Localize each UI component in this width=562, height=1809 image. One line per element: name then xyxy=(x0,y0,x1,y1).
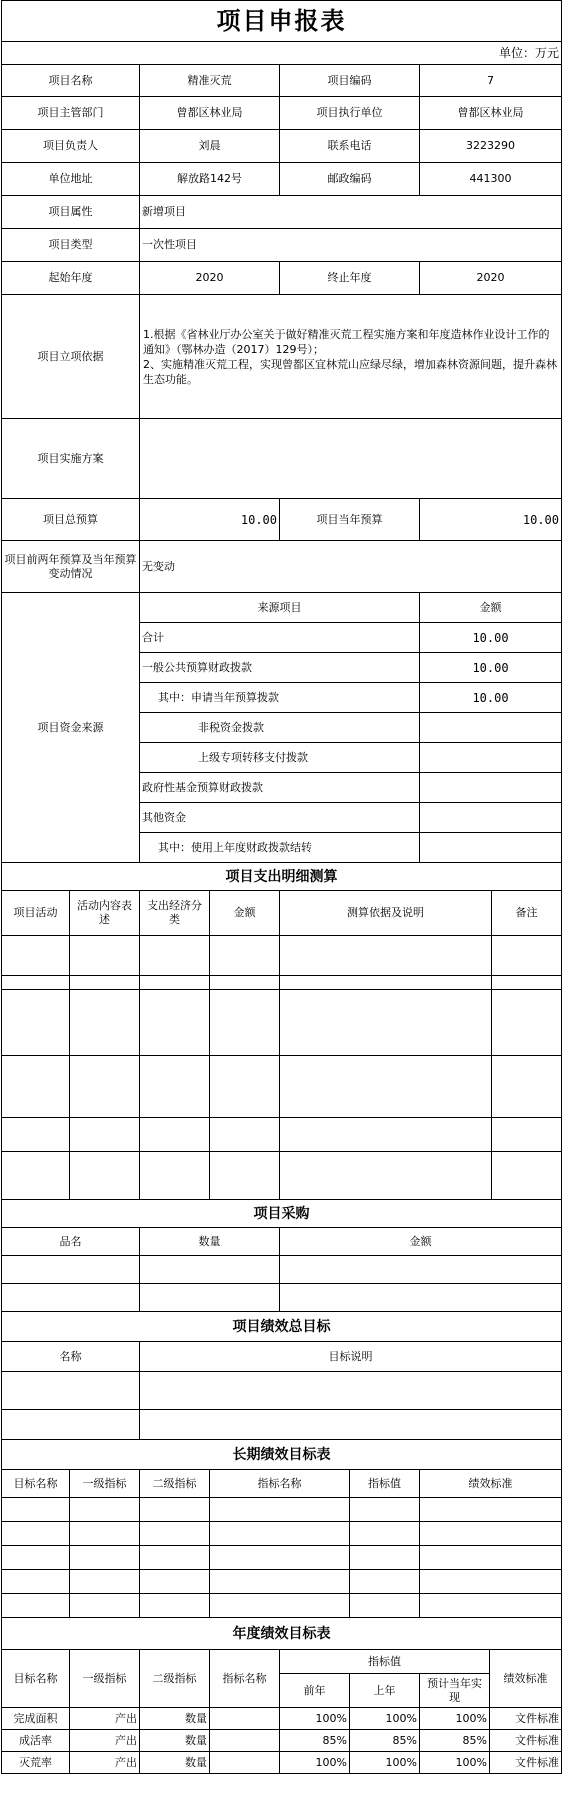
annual-v2: 100% xyxy=(350,1752,420,1774)
table-row xyxy=(2,990,562,1056)
funds-row-amount xyxy=(420,713,562,743)
expense-table xyxy=(1,862,562,1200)
table-row xyxy=(2,1752,562,1774)
annual-subheader: 预计当年实现 xyxy=(420,1674,490,1708)
table-row xyxy=(2,1056,562,1118)
total-value: 10.00 xyxy=(140,499,280,541)
procure-header: 品名 xyxy=(2,1228,140,1256)
funds-row-name: 非税资金拨款 xyxy=(140,713,420,743)
annual-name xyxy=(210,1708,280,1730)
procure-header: 数量 xyxy=(140,1228,280,1256)
annual-l1: 产出 xyxy=(70,1730,140,1752)
longterm-header: 指标值 xyxy=(350,1470,420,1498)
annual-std: 文件标准 xyxy=(490,1708,562,1730)
name-value: 精准灭荒 xyxy=(140,65,280,97)
procure-table xyxy=(1,1199,562,1312)
year-value: 10.00 xyxy=(420,499,562,541)
annual-subheader: 前年 xyxy=(280,1674,350,1708)
annual-header: 一级指标 xyxy=(70,1650,140,1708)
annual-subheader: 上年 xyxy=(350,1674,420,1708)
annual-header: 指标名称 xyxy=(210,1650,280,1708)
table-row xyxy=(2,936,562,976)
funds-row-amount xyxy=(420,743,562,773)
post-value: 441300 xyxy=(420,163,562,196)
longterm-header: 目标名称 xyxy=(2,1470,70,1498)
annual-v1: 100% xyxy=(280,1752,350,1774)
type-label: 项目类型 xyxy=(2,229,140,262)
code-label: 项目编码 xyxy=(280,65,420,97)
start-label: 起始年度 xyxy=(2,262,140,295)
table-row xyxy=(2,1152,562,1200)
end-value: 2020 xyxy=(420,262,562,295)
annual-header: 二级指标 xyxy=(140,1650,210,1708)
goal-title: 项目绩效总目标 xyxy=(2,1312,562,1342)
attr-value: 新增项目 xyxy=(140,196,562,229)
annual-l2: 数量 xyxy=(140,1730,210,1752)
table-row xyxy=(2,1118,562,1152)
annual-v2: 85% xyxy=(350,1730,420,1752)
table-row xyxy=(2,1546,562,1570)
funds-row-name: 政府性基金预算财政拨款 xyxy=(140,773,420,803)
annual-v1: 85% xyxy=(280,1730,350,1752)
table-row xyxy=(2,1730,562,1752)
basis-label: 项目立项依据 xyxy=(2,295,140,419)
goal-header: 目标说明 xyxy=(140,1342,562,1372)
longterm-table xyxy=(1,1439,562,1618)
funds-row-amount xyxy=(420,833,562,863)
year-label: 项目当年预算 xyxy=(280,499,420,541)
annual-target: 完成面积 xyxy=(2,1708,70,1730)
expense-header: 测算依据及说明 xyxy=(280,891,492,936)
name-label: 项目名称 xyxy=(2,65,140,97)
table-row xyxy=(2,1284,562,1312)
type-value: 一次性项目 xyxy=(140,229,562,262)
annual-l1: 产出 xyxy=(70,1708,140,1730)
procure-header: 金额 xyxy=(280,1228,562,1256)
funds-row-name: 一般公共预算财政拨款 xyxy=(140,653,420,683)
table-row xyxy=(2,1708,562,1730)
table-row xyxy=(2,1256,562,1284)
expense-header: 项目活动 xyxy=(2,891,70,936)
table-row xyxy=(2,1498,562,1522)
funds-row-amount: 10.00 xyxy=(420,653,562,683)
dept-value: 曾都区林业局 xyxy=(140,97,280,130)
procure-title: 项目采购 xyxy=(2,1200,562,1228)
change-label: 项目前两年预算及当年预算变动情况 xyxy=(2,541,140,593)
table-row xyxy=(2,1522,562,1546)
page-title: 项目申报表 xyxy=(2,1,562,42)
exec-label: 项目执行单位 xyxy=(280,97,420,130)
annual-std: 文件标准 xyxy=(490,1730,562,1752)
table-row xyxy=(2,1570,562,1594)
longterm-header: 指标名称 xyxy=(210,1470,350,1498)
basis-value: 1.根据《省林业厅办公室关于做好精准灭荒工程实施方案和年度造林作业设计工作的通知》（鄂林办造（2017）129号）； 2、实施精准灭荒工程，实现曾都区宜林荒山应绿尽绿，增加森林资源间题，提升森林生态功能。 xyxy=(140,295,562,419)
annual-l2: 数量 xyxy=(140,1708,210,1730)
post-label: 邮政编码 xyxy=(280,163,420,196)
addr-value: 解放路142号 xyxy=(140,163,280,196)
expense-header: 活动内容表述 xyxy=(70,891,140,936)
plan-label: 项目实施方案 xyxy=(2,419,140,499)
funds-table xyxy=(1,592,562,863)
expense-header: 备注 xyxy=(492,891,562,936)
funds-row-name: 其中：申请当年预算拨款 xyxy=(140,683,420,713)
annual-l1: 产出 xyxy=(70,1752,140,1774)
annual-title: 年度绩效目标表 xyxy=(2,1618,562,1650)
table-row xyxy=(2,1410,562,1440)
funds-row-amount xyxy=(420,803,562,833)
longterm-title: 长期绩效目标表 xyxy=(2,1440,562,1470)
exec-value: 曾都区林业局 xyxy=(420,97,562,130)
funds-row-name: 上级专项转移支付拨款 xyxy=(140,743,420,773)
change-value: 无变动 xyxy=(140,541,562,593)
table-row xyxy=(2,976,562,990)
goal-header: 名称 xyxy=(2,1342,140,1372)
addr-label: 单位地址 xyxy=(2,163,140,196)
funds-amount-header: 金额 xyxy=(420,593,562,623)
phone-value: 3223290 xyxy=(420,130,562,163)
plan-value xyxy=(140,419,562,499)
longterm-header: 二级指标 xyxy=(140,1470,210,1498)
annual-target: 灭荒率 xyxy=(2,1752,70,1774)
annual-v3: 85% xyxy=(420,1730,490,1752)
annual-v3: 100% xyxy=(420,1752,490,1774)
funds-row-name: 其中：使用上年度财政拨款结转 xyxy=(140,833,420,863)
annual-v1: 100% xyxy=(280,1708,350,1730)
longterm-header: 一级指标 xyxy=(70,1470,140,1498)
dept-label: 项目主管部门 xyxy=(2,97,140,130)
annual-table xyxy=(1,1617,562,1774)
code-value: 7 xyxy=(420,65,562,97)
funds-row-amount: 10.00 xyxy=(420,623,562,653)
annual-v3: 100% xyxy=(420,1708,490,1730)
annual-name xyxy=(210,1752,280,1774)
basic-table xyxy=(1,0,562,593)
expense-title: 项目支出明细测算 xyxy=(2,863,562,891)
annual-std: 文件标准 xyxy=(490,1752,562,1774)
phone-label: 联系电话 xyxy=(280,130,420,163)
annual-v2: 100% xyxy=(350,1708,420,1730)
table-row xyxy=(2,1372,562,1410)
expense-header: 金额 xyxy=(210,891,280,936)
funds-label: 项目资金来源 xyxy=(2,593,140,863)
table-row xyxy=(2,1594,562,1618)
annual-name xyxy=(210,1730,280,1752)
funds-source-header: 来源项目 xyxy=(140,593,420,623)
lead-label: 项目负责人 xyxy=(2,130,140,163)
funds-row-name: 其他资金 xyxy=(140,803,420,833)
report-form xyxy=(1,0,561,1774)
start-value: 2020 xyxy=(140,262,280,295)
annual-l2: 数量 xyxy=(140,1752,210,1774)
lead-value: 刘晨 xyxy=(140,130,280,163)
total-label: 项目总预算 xyxy=(2,499,140,541)
attr-label: 项目属性 xyxy=(2,196,140,229)
expense-header: 支出经济分类 xyxy=(140,891,210,936)
funds-row-name: 合计 xyxy=(140,623,420,653)
goal-table xyxy=(1,1311,562,1440)
funds-row-amount: 10.00 xyxy=(420,683,562,713)
longterm-header: 绩效标准 xyxy=(420,1470,562,1498)
unit-label: 单位：万元 xyxy=(2,42,562,65)
annual-header: 绩效标准 xyxy=(490,1650,562,1708)
funds-row-amount xyxy=(420,773,562,803)
annual-header: 目标名称 xyxy=(2,1650,70,1708)
annual-target: 成活率 xyxy=(2,1730,70,1752)
end-label: 终止年度 xyxy=(280,262,420,295)
annual-header: 指标值 xyxy=(280,1650,490,1674)
